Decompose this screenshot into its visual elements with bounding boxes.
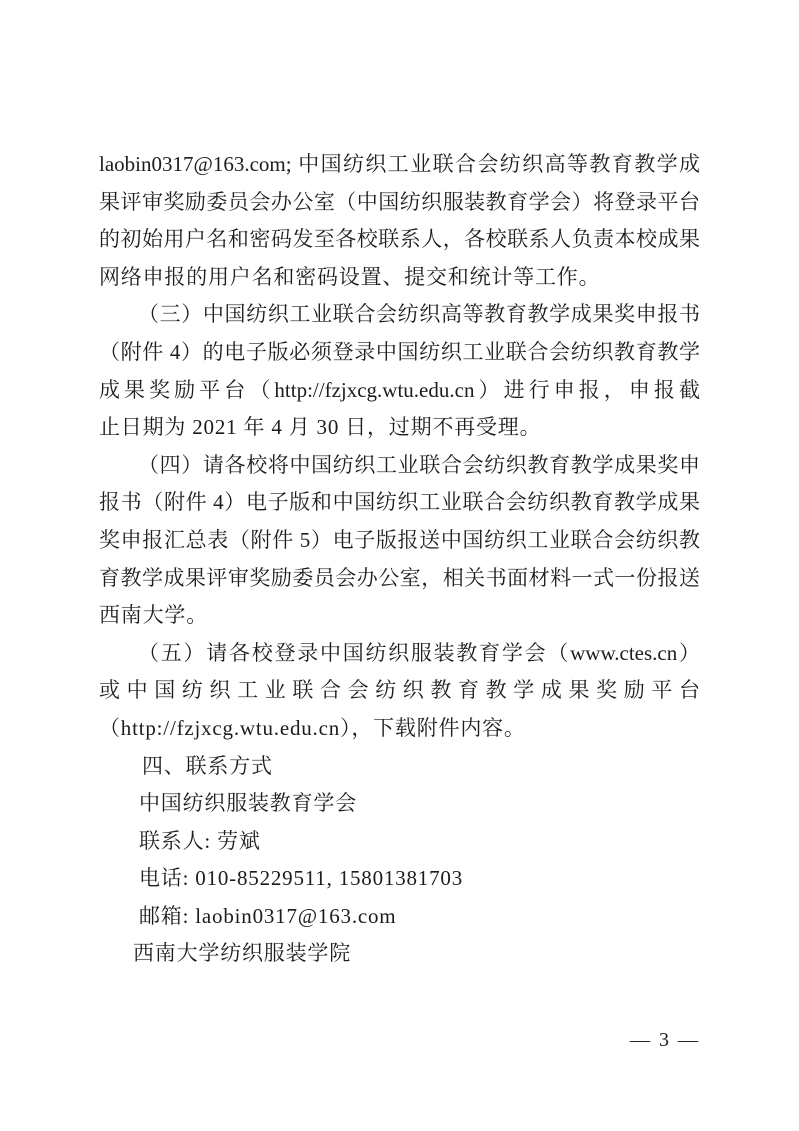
body-line: 成果奖励平台（http://fzjxcg.wtu.edu.cn）进行申报，申报截 (99, 377, 700, 402)
contact-organization: 中国纺织服装教育学会 (139, 791, 357, 816)
document-body (99, 146, 700, 973)
body-line: （http://fzjxcg.wtu.edu.cn），下载附件内容。 (99, 715, 526, 740)
body-line: 奖申报汇总表（附件 5）电子版报送中国纺织工业联合会纺织教 (99, 527, 700, 552)
contact-section-heading: 四、联系方式 (142, 753, 273, 778)
page-number: — 3 — (630, 1029, 700, 1051)
body-line: 报书（附件 4）电子版和中国纺织工业联合会纺织教育教学成果 (99, 490, 700, 515)
contact-person: 联系人: 劳斌 (139, 828, 261, 853)
contact-school: 西南大学纺织服装学院 (133, 941, 351, 966)
body-line: laobin0317@163.com; 中国纺织工业联合会纺织高等教育教学成 (99, 152, 700, 176)
body-line: 或中国纺织工业联合会纺织教育教学成果奖励平台 (99, 678, 700, 703)
body-line: 止日期为 2021 年 4 月 30 日，过期不再受理。 (99, 415, 542, 440)
body-line: （附件 4）的电子版必须登录中国纺织工业联合会纺织教育教学 (99, 339, 700, 364)
contact-email: 邮箱: laobin0317@163.com (139, 903, 397, 928)
body-line-item-4-start: （四）请各校将中国纺织工业联合会纺织教育教学成果奖申 (138, 452, 700, 477)
body-line: 育教学成果评审奖励委员会办公室，相关书面材料一式一份报送 (99, 565, 700, 590)
body-line: 网络申报的用户名和密码设置、提交和统计等工作。 (99, 264, 601, 289)
body-line: 西南大学。 (99, 603, 208, 628)
body-line: 的初始用户名和密码发至各校联系人，各校联系人负责本校成果 (99, 227, 700, 252)
body-line-item-5-start: （五）请各校登录中国纺织服装教育学会（www.ctes.cn） (138, 640, 700, 665)
body-line: 果评审奖励委员会办公室（中国纺织服装教育学会）将登录平台 (99, 189, 700, 214)
contact-phone: 电话: 010-85229511, 15801381703 (139, 866, 463, 891)
body-line-item-3-start: （三）中国纺织工业联合会纺织高等教育教学成果奖申报书 (138, 302, 700, 327)
